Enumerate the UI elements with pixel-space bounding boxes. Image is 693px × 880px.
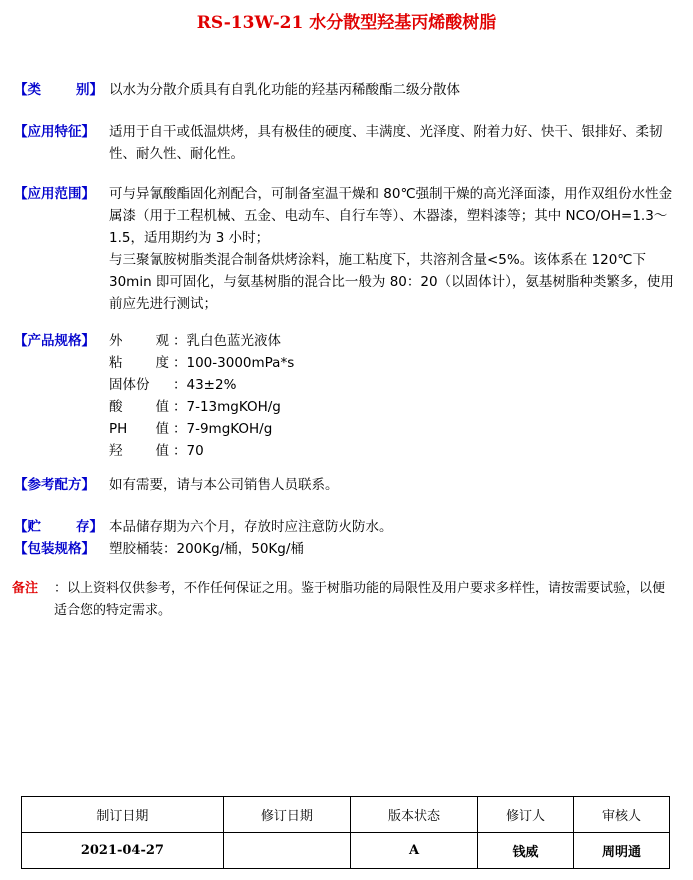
header-cell: 修订日期 <box>223 797 350 833</box>
note <box>12 578 676 622</box>
section-text: 塑胶桶装：200Kg/桶，50Kg/桶 <box>109 541 304 557</box>
spec-row: 粘 度 ： 100-3000mPa*s <box>109 355 295 371</box>
spec-row: 外 观 ： 乳白色蓝光液体 <box>109 333 281 349</box>
table-cell <box>223 833 350 869</box>
note-label: 备注 <box>12 581 39 596</box>
section-label: 【应用特征】 <box>14 124 95 140</box>
spec-row: 羟 值 ： 70 <box>109 443 204 459</box>
section-text: 适用于自干或低温烘烤，具有极佳的硬度、丰满度、光泽度、附着力好、快干、银排好、柔韧性、耐久性、耐化性。 <box>109 124 663 162</box>
section-label: 【 类 别 】 <box>14 82 103 98</box>
header-cell: 审核人 <box>574 797 670 833</box>
spec-row: PH 值 ： 7-9mgKOH/g <box>109 421 273 437</box>
table-row <box>22 833 670 869</box>
section-text: 可与异氰酸酯固化剂配合，可制备室温干燥和 80℃强制干燥的高光泽面漆，用作双组份水性金属漆（用于工程机械、五金、电动车、自行车等）、木器漆，塑料漆等；其中 NCO/OH=1.3～1.5，适用期约为 3 小时； <box>109 186 673 246</box>
section-text: 与三聚氰胺树脂类混合制备烘烤涂料，施工粘度下，共溶剂含量<5%。该体系在 120℃下 30min 即可固化，与氨基树脂的混合比一般为 80：20（以固体计），氨基树脂种类繁多，使用前应先进行测试； <box>109 252 674 312</box>
section-packaging <box>14 538 678 560</box>
table-cell: 2021-04-27 <box>22 833 224 869</box>
section-label: 【应用范围】 <box>14 186 95 202</box>
section-label: 【产品规格】 <box>14 333 95 349</box>
section-features <box>14 121 678 165</box>
section-storage <box>14 516 678 538</box>
section-text: 如有需要，请与本公司销售人员联系。 <box>109 477 339 493</box>
spec-row: 酸 值 ： 7-13mgKOH/g <box>109 399 281 415</box>
section-scope <box>14 183 678 315</box>
table-cell: A <box>350 833 477 869</box>
spec-row: 固体份 ： 43±2% <box>109 377 237 393</box>
section-label: 【参考配方】 <box>14 477 95 493</box>
section-category <box>14 79 678 101</box>
section-specs <box>14 330 678 462</box>
section-label: 【包装规格】 <box>14 541 95 557</box>
note-text: ：以上资料仅供参考，不作任何保证之用。鉴于树脂功能的局限性及用户要求多样性，请按需要试验，以便适合您的特定需求。 <box>54 581 666 618</box>
section-text: 以水为分散介质具有自乳化功能的羟基丙稀酸酯二级分散体 <box>109 82 460 98</box>
revision-table <box>21 796 670 869</box>
table-cell: 周明通 <box>574 833 670 869</box>
spec-list <box>109 330 678 462</box>
header-cell: 版本状态 <box>350 797 477 833</box>
section-text: 本品储存期为六个月，存放时应注意防火防水。 <box>109 519 393 535</box>
table-header-row <box>22 797 670 833</box>
section-label: 【 贮 存 】 <box>14 519 103 535</box>
header-cell: 修订人 <box>478 797 574 833</box>
table-cell: 钱威 <box>478 833 574 869</box>
section-formula <box>14 474 678 496</box>
header-cell: 制订日期 <box>22 797 224 833</box>
document-title: RS-13W-21 水分散型羟基丙烯酸树脂 <box>196 13 497 33</box>
